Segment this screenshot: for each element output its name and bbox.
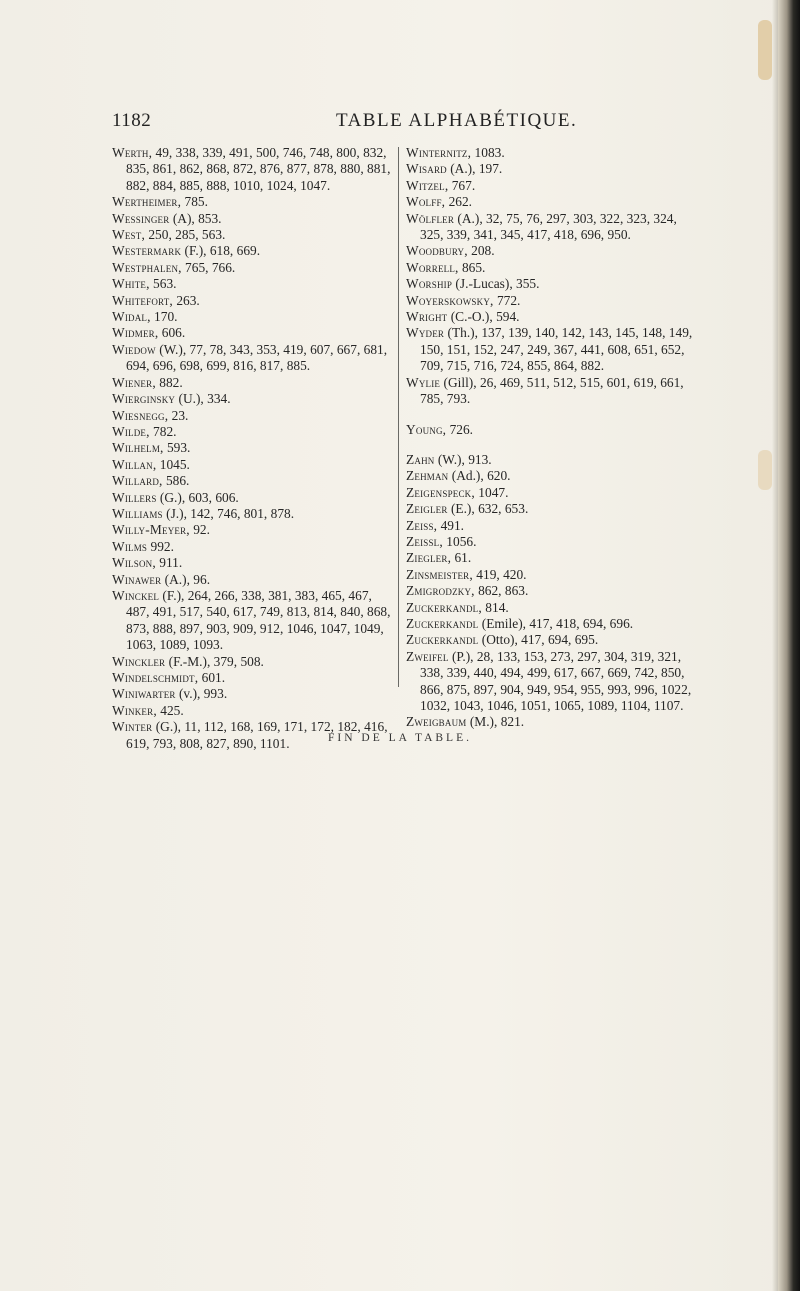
author-name: Zeigenspeck,: [406, 484, 475, 500]
page-references: (A.), 32, 75, 76, 297, 303, 322, 323, 324, 325, 339, 341, 345, 417, 418, 696, 950.: [420, 210, 677, 243]
author-name: Werth,: [112, 145, 153, 160]
index-entry: [112, 424, 394, 440]
index-entry: [112, 588, 394, 654]
page-references: (P.), 28, 133, 153, 273, 297, 304, 319, 321, 338, 339, 440, 494, 499, 617, 667, 669, 742, 850, 866, 875, 897, 904, 949, 954, 955, 993, 996, 1022, 1032, 1043, 1046, 1051, 1065, 1089, 1104, 1107.: [420, 648, 692, 713]
author-name: Worrell,: [406, 259, 459, 275]
author-name: Wertheimer,: [112, 194, 182, 210]
author-name: Wyder: [406, 325, 445, 341]
author-name: Wierginsky: [112, 391, 176, 407]
index-entry: [112, 703, 394, 719]
index-entry: [406, 375, 702, 408]
page-references: 593.: [166, 440, 191, 456]
index-entry: [112, 342, 394, 375]
index-entry: [112, 555, 394, 571]
end-of-table-note: FIN DE LA TABLE.: [328, 732, 472, 744]
page-references: (A.), 197.: [450, 161, 503, 177]
index-entry: [112, 227, 394, 243]
index-entry: [406, 632, 702, 648]
author-name: Willers: [112, 489, 157, 505]
author-name: Zahn: [406, 451, 435, 467]
index-entry: [406, 325, 702, 374]
index-entry: [112, 654, 394, 670]
page-references: (A), 853.: [172, 210, 222, 226]
author-name: Winawer: [112, 571, 162, 587]
index-entry: [406, 309, 702, 325]
page-references: 1083.: [474, 145, 505, 160]
author-name: Wilde,: [112, 423, 150, 439]
page-references: 814.: [485, 599, 509, 615]
author-name: Young,: [406, 421, 447, 437]
index-entry: [406, 518, 702, 534]
index-entry: [112, 457, 394, 473]
index-entry: [112, 243, 394, 259]
index-entry: [406, 501, 702, 517]
author-name: Wiedow: [112, 341, 156, 357]
index-entry: [406, 714, 702, 730]
page-edge-fold: [772, 0, 778, 1291]
author-name: Whitefort,: [112, 292, 173, 308]
author-name: Winternitz,: [406, 145, 472, 160]
author-name: Woodbury,: [406, 243, 468, 259]
index-entry: [406, 422, 702, 438]
index-entry: [112, 473, 394, 489]
index-entry: [406, 243, 702, 259]
page-references: (Th.), 137, 139, 140, 142, 143, 145, 148, 149, 150, 151, 152, 247, 249, 367, 441, 608, 651, 652, 709, 715, 716, 724, 855, 864, 882.: [420, 325, 693, 374]
page-references: (Emile), 417, 418, 694, 696.: [481, 615, 634, 631]
index-entry: [112, 211, 394, 227]
author-name: Wright: [406, 309, 448, 325]
author-name: Zeigler: [406, 501, 448, 517]
index-entry: [112, 572, 394, 588]
author-name: Wiener,: [112, 374, 156, 390]
page-references: 262.: [448, 194, 472, 210]
index-entry: [406, 293, 702, 309]
page-references: 586.: [165, 473, 190, 489]
page-number: 1182: [112, 110, 152, 131]
author-name: Winckel: [112, 587, 160, 603]
index-entry: [112, 440, 394, 456]
index-entry: [406, 194, 702, 210]
page-references: (Otto), 417, 694, 695.: [481, 632, 599, 648]
author-name: Zeiss,: [406, 517, 438, 533]
page-references: (C.-O.), 594.: [450, 309, 520, 325]
index-entry: [112, 408, 394, 424]
index-entry: [112, 325, 394, 341]
author-name: Wölfler: [406, 210, 455, 226]
paper-stain: [758, 450, 772, 490]
author-name: Zehman: [406, 468, 449, 484]
index-entry: [406, 145, 702, 161]
index-entry: [406, 276, 702, 292]
index-entry: [112, 309, 394, 325]
page-references: 882.: [159, 374, 183, 390]
page-references: 992.: [150, 538, 174, 554]
page-references: 911.: [159, 555, 183, 571]
page-references: 563.: [153, 276, 177, 292]
page-references: 785.: [184, 194, 208, 210]
page-references: 772.: [496, 292, 521, 308]
index-entry: [406, 550, 702, 566]
author-name: Zuckerkandl: [406, 632, 479, 648]
running-title: TABLE ALPHABÉTIQUE.: [336, 110, 578, 131]
index-column-left: [112, 145, 394, 752]
page-references: 782.: [153, 423, 177, 439]
page-references: (Gill), 26, 469, 511, 512, 515, 601, 619, 661, 785, 793.: [420, 374, 684, 407]
author-name: Widal,: [112, 309, 151, 325]
index-column-right: [406, 145, 702, 731]
page-references: (U.), 334.: [178, 391, 231, 407]
page-references: 601.: [201, 670, 226, 685]
page-references: 61.: [454, 550, 472, 566]
author-name: Widmer,: [112, 325, 159, 341]
page-references: (F.), 264, 266, 338, 381, 383, 465, 467, 487, 491, 517, 540, 617, 749, 813, 814, 840, 868, 873, 888, 897, 903, 909, 912, 1046, 1047, 1049, 1063, 1089, 1093.: [126, 587, 391, 653]
author-name: Zweigbaum: [406, 714, 467, 730]
author-name: Willard,: [112, 473, 163, 489]
author-name: Witzel,: [406, 177, 449, 193]
page-references: 765, 766.: [185, 259, 236, 275]
page-references: (G.), 11, 112, 168, 169, 171, 172, 182, 416, 619, 793, 808, 827, 890, 1101.: [126, 719, 388, 751]
author-name: Zuckerkandl: [406, 615, 479, 631]
author-name: Wilms: [112, 538, 148, 554]
page-references: (F.-M.), 379, 508.: [168, 653, 264, 669]
page-references: 865.: [461, 259, 486, 275]
page-references: 170.: [154, 309, 178, 325]
author-name: Windelschmidt,: [112, 670, 199, 685]
page-references: 208.: [471, 243, 495, 259]
index-entry: [112, 276, 394, 292]
author-name: Williams: [112, 505, 163, 521]
page-references: (J.), 142, 746, 801, 878.: [166, 505, 295, 521]
author-name: Ziegler,: [406, 550, 452, 566]
index-entry: [112, 539, 394, 555]
page-references: 1047.: [478, 484, 509, 500]
index-entry: [406, 468, 702, 484]
author-name: Westphalen,: [112, 259, 182, 275]
page-references: (W.), 77, 78, 343, 353, 419, 607, 667, 681, 694, 696, 698, 699, 816, 817, 885.: [126, 341, 388, 374]
page-references: 767.: [451, 177, 476, 193]
column-divider: [398, 147, 399, 687]
page-references: 862, 863.: [478, 583, 529, 599]
author-name: Zinsmeister,: [406, 566, 473, 582]
author-name: Wilhelm,: [112, 440, 164, 456]
page-edge-shadow: [778, 0, 800, 1291]
index-entry: [112, 260, 394, 276]
author-name: West,: [112, 227, 145, 243]
index-entry: [406, 649, 702, 715]
author-name: Zuckerkandl,: [406, 599, 482, 615]
page-references: 1045.: [159, 456, 190, 472]
paper-stain: [758, 20, 772, 80]
index-entry: [112, 670, 394, 686]
index-entry: [406, 600, 702, 616]
page-references: 726.: [449, 421, 474, 437]
author-name: Winckler: [112, 653, 166, 669]
index-entry: [406, 161, 702, 177]
author-name: Wiesnegg,: [112, 407, 169, 423]
page-references: (E.), 632, 653.: [450, 501, 529, 517]
page-references: 606.: [161, 325, 186, 341]
index-entry: [112, 293, 394, 309]
author-name: Wolff,: [406, 194, 446, 210]
author-name: Westermark: [112, 243, 182, 259]
page-references: 49, 338, 339, 491, 500, 746, 748, 800, 832, 835, 861, 862, 868, 872, 876, 877, 878, 880, 881, 882, 884, 885, 888, 1010, 1024, 1047.: [126, 145, 391, 193]
author-name: Zweifel: [406, 648, 449, 664]
page-references: (G.), 603, 606.: [159, 489, 239, 505]
index-entry: [112, 522, 394, 538]
page-references: (Ad.), 620.: [451, 468, 511, 484]
page-references: 250, 285, 563.: [148, 227, 226, 243]
page-header: [100, 110, 740, 140]
page-references: 1056.: [446, 533, 477, 549]
index-entry: [406, 260, 702, 276]
author-name: Worship: [406, 276, 453, 292]
page-references: (v.), 993.: [178, 686, 228, 702]
author-name: Wilson,: [112, 555, 156, 571]
page-references: (M.), 821.: [469, 714, 525, 730]
index-entry: [112, 375, 394, 391]
page-references: (F.), 618, 669.: [184, 243, 261, 259]
author-name: Willan,: [112, 456, 157, 472]
page-references: 23.: [171, 407, 189, 423]
author-name: White,: [112, 276, 150, 292]
index-entry: [406, 485, 702, 501]
index-entry: [406, 616, 702, 632]
index-entry: [406, 534, 702, 550]
page-references: 491.: [440, 517, 465, 533]
page-references: (J.-Lucas), 355.: [455, 276, 540, 292]
author-name: Wessinger: [112, 210, 170, 226]
index-entry: [112, 391, 394, 407]
index-entry: [112, 506, 394, 522]
index-entry: [406, 211, 702, 244]
index-entry: [112, 194, 394, 210]
page-references: (W.), 913.: [437, 451, 492, 467]
index-entry: [406, 567, 702, 583]
index-entry: [406, 178, 702, 194]
index-entry: [112, 490, 394, 506]
author-name: Willy-Meyer,: [112, 522, 190, 538]
page-references: 263.: [176, 292, 200, 308]
author-name: Winker,: [112, 702, 157, 718]
author-name: Wylie: [406, 374, 441, 390]
author-name: Woyerskowsky,: [406, 292, 494, 308]
index-entry: [406, 583, 702, 599]
index-entry: [112, 686, 394, 702]
author-name: Zeissl,: [406, 533, 443, 549]
index-entry: [112, 145, 394, 194]
index-entry: [406, 452, 702, 468]
author-name: Winter: [112, 719, 153, 735]
author-name: Wisard: [406, 161, 447, 177]
page-references: (A.), 96.: [164, 571, 211, 587]
page-references: 92.: [193, 522, 210, 538]
page-references: 425.: [160, 702, 184, 718]
page-references: 419, 420.: [476, 566, 527, 582]
author-name: Zmigrodzky,: [406, 583, 475, 599]
author-name: Winiwarter: [112, 686, 176, 702]
